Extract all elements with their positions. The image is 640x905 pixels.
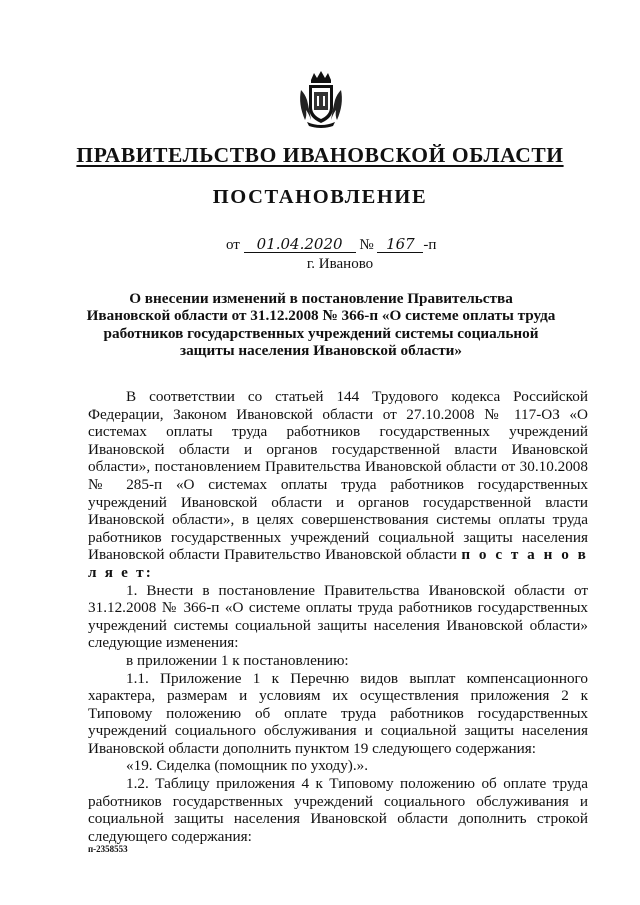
footer-document-code: п-2358553 bbox=[88, 844, 128, 854]
number-suffix: -п bbox=[423, 237, 437, 253]
document-body bbox=[88, 388, 588, 845]
ivanovo-coat-of-arms-icon bbox=[297, 70, 345, 128]
resolves-word: п о с т а н о в л я е т: bbox=[88, 546, 589, 581]
number-label: № bbox=[359, 237, 374, 253]
government-title: ПРАВИТЕЛЬСТВО ИВАНОВСКОЙ ОБЛАСТИ bbox=[76, 143, 564, 167]
city: г. Иваново bbox=[306, 256, 374, 272]
item-1: 1. Внести в постановление Правительства Ивановской области от 31.12.2008 № 366-п «О системе оплаты труда работников государственных учреждений системы социальной защиты населения Ивановской области» следующие изменения: bbox=[88, 581, 588, 652]
item-1-1-quote: «19. Сиделка (помощник по уходу).». bbox=[126, 757, 369, 775]
item-1-intro: в приложении 1 к постановлению: bbox=[126, 651, 349, 669]
document-number: 167 bbox=[377, 236, 423, 253]
document-date: 01.04.2020 bbox=[244, 236, 356, 253]
document-number-line bbox=[226, 236, 436, 254]
preamble-paragraph bbox=[88, 388, 588, 582]
document-type: ПОСТАНОВЛЕНИЕ bbox=[212, 186, 428, 208]
from-label: от bbox=[226, 237, 240, 253]
item-1-2: 1.2. Таблицу приложения 4 к Типовому положению об оплате труда работников государственных учреждений социального обслуживания и социальной защиты населения Ивановской области дополнить строкой следующего содержания: bbox=[88, 775, 588, 845]
item-1-1: 1.1. Приложение 1 к Перечню видов выплат компенсационного характера, размерам и условиям их осуществления приложения 2 к Типовому положению об оплате труда работников государственных учреждений социального обслуживания и социальной защиты населения Ивановской области дополнить пунктом 19 следующего содержания: bbox=[88, 669, 588, 757]
preamble-text: В соответствии со статьей 144 Трудового кодекса Российской Федерации, Законом Ивановской области от 27.10.2008 № 117-ОЗ «О системах оплаты труда работников государственных учреждений Ивановской области и органов государственной власти Ивановской области», постановлением Правительства Ивановской области от 30.10.2008 № 285-п «О системах оплаты труда работников государственных учреждений Ивановской области и органов государственной власти Ивановской области», в целях совершенствования системы оплаты труда работников государственных учреждений социальной защиты населения Ивановской области Правительство Ивановской области bbox=[88, 388, 588, 564]
document-subject: О внесении изменений в постановление Правительства Ивановской области от 31.12.2008 № 366-п «О системе оплаты труда работников государственных учреждений системы социальной защиты населения Ивановской области» bbox=[86, 290, 556, 359]
